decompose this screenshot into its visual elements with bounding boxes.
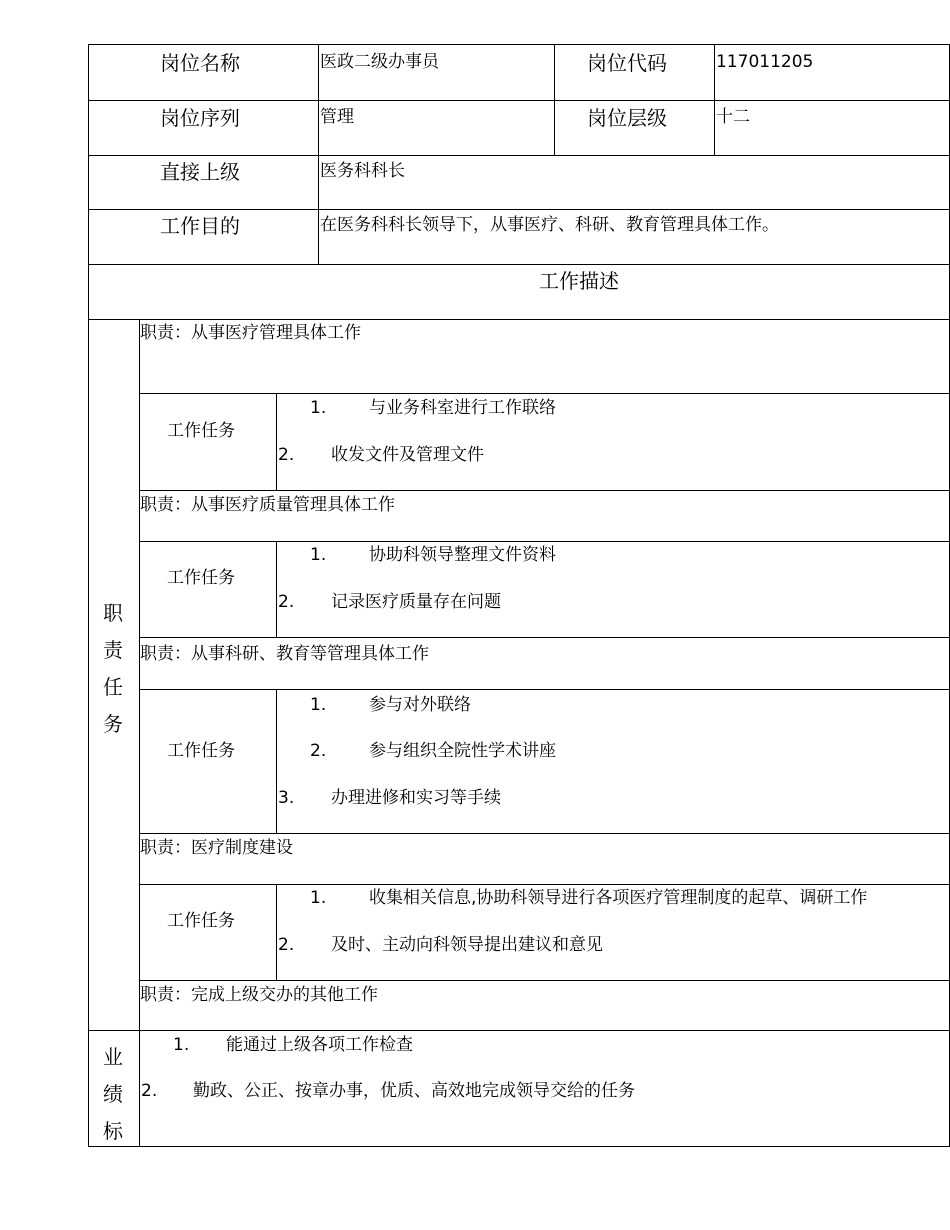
position-series-value: 管理: [320, 107, 354, 127]
row-divider: [139, 541, 950, 542]
table-border-top: [88, 44, 950, 45]
performance-number: 2.: [141, 1081, 158, 1101]
duty-title: 职责：从事科研、教育等管理具体工作: [140, 644, 429, 664]
col-divider: [276, 541, 277, 638]
duty-title: 职责：医疗制度建设: [140, 838, 293, 858]
task-text: 与业务科室进行工作联络: [369, 398, 556, 418]
performance-side-label: [98, 1039, 128, 1150]
duty-title: 职责：从事医疗管理具体工作: [140, 323, 361, 343]
duties-side-char: 职: [103, 601, 123, 625]
task-text: 参与对外联络: [369, 695, 471, 715]
duties-side-label: [98, 595, 128, 743]
row-divider: [139, 637, 950, 638]
performance-text: 能通过上级各项工作检查: [226, 1035, 413, 1055]
task-number: 1.: [310, 888, 327, 908]
row-divider: [88, 209, 950, 210]
performance-side-char: 绩: [103, 1082, 123, 1106]
row-divider: [88, 100, 950, 101]
supervisor-value: 医务科科长: [320, 161, 405, 181]
task-label: 工作任务: [167, 421, 235, 441]
task-text: 参与组织全院性学术讲座: [369, 741, 556, 761]
position-code-value: 117011205: [716, 52, 814, 72]
row-divider: [139, 689, 950, 690]
task-label: 工作任务: [167, 911, 235, 931]
row-divider: [139, 393, 950, 394]
row-divider: [139, 490, 950, 491]
col-divider: [276, 393, 277, 491]
task-label: 工作任务: [167, 741, 235, 761]
table-border-bottom: [88, 1146, 950, 1147]
task-text: 收发文件及管理文件: [331, 445, 484, 465]
row-divider: [139, 980, 950, 981]
task-text: 及时、主动向科领导提出建议和意见: [331, 935, 603, 955]
task-number: 2.: [310, 741, 327, 761]
position-name-label: 岗位名称: [160, 51, 240, 75]
performance-side-char: 业: [103, 1045, 123, 1069]
task-number: 1.: [310, 545, 327, 565]
row-divider: [88, 155, 950, 156]
duty-title: 职责：完成上级交办的其他工作: [140, 985, 378, 1005]
task-label: 工作任务: [167, 568, 235, 588]
position-level-value: 十二: [716, 107, 750, 127]
col-divider: [276, 689, 277, 834]
row-divider: [88, 264, 950, 265]
position-level-label: 岗位层级: [587, 106, 667, 130]
col-divider: [139, 319, 140, 1147]
task-number: 1.: [310, 695, 327, 715]
row-divider: [139, 884, 950, 885]
row-divider: [88, 319, 950, 320]
col-divider: [318, 44, 319, 265]
performance-text: 勤政、公正、按章办事，优质、高效地完成领导交给的任务: [193, 1081, 635, 1101]
task-number: 3.: [278, 788, 295, 808]
duty-title: 职责：从事医疗质量管理具体工作: [140, 495, 395, 515]
table-border-left: [88, 44, 89, 1147]
performance-side-char: 标: [103, 1119, 123, 1143]
performance-number: 1.: [173, 1035, 190, 1055]
row-divider: [139, 833, 950, 834]
purpose-value: 在医务科科长领导下，从事医疗、科研、教育管理具体工作。: [320, 215, 779, 235]
task-text: 办理进修和实习等手续: [331, 788, 501, 808]
task-number: 2.: [278, 445, 295, 465]
duties-side-char: 务: [103, 712, 123, 736]
duties-side-char: 责: [103, 638, 123, 662]
task-text: 协助科领导整理文件资料: [369, 545, 556, 565]
duties-side-char: 任: [103, 675, 123, 699]
position-name-value: 医政二级办事员: [320, 52, 439, 72]
purpose-label: 工作目的: [160, 214, 240, 238]
supervisor-label: 直接上级: [160, 160, 240, 184]
col-divider: [554, 44, 555, 156]
col-divider: [276, 884, 277, 981]
row-divider: [88, 1030, 950, 1031]
task-text: 记录医疗质量存在问题: [331, 592, 501, 612]
task-number: 1.: [310, 398, 327, 418]
task-number: 2.: [278, 935, 295, 955]
col-divider: [714, 44, 715, 156]
position-series-label: 岗位序列: [160, 106, 240, 130]
position-code-label: 岗位代码: [587, 51, 667, 75]
task-text: 收集相关信息,协助科领导进行各项医疗管理制度的起草、调研工作: [369, 888, 868, 908]
task-number: 2.: [278, 592, 295, 612]
description-title: 工作描述: [539, 269, 619, 293]
